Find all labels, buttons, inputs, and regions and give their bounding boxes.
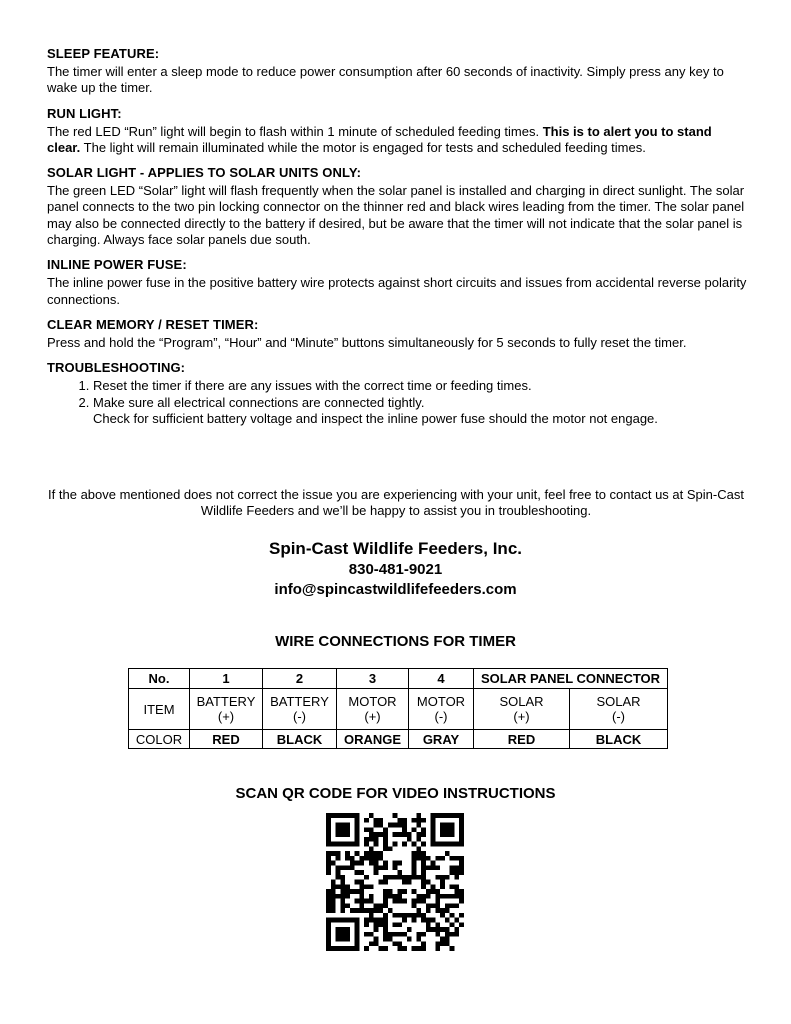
text-part: The light will remain illuminated while the motor is engaged for tests and scheduled feeding times. xyxy=(80,139,646,155)
color-cell: BLACK xyxy=(263,730,337,749)
section-text: The timer will enter a sleep mode to reduce power consumption after 60 seconds of inactivity. Simply press any key to wake up the timer. xyxy=(47,64,724,96)
company-contact xyxy=(0,538,791,600)
table-cell xyxy=(409,689,474,730)
sleep-feature-section xyxy=(47,46,747,97)
list-item-text: Check for sufficient battery voltage and inspect the inline power fuse should the motor not engage. xyxy=(93,410,658,426)
item-name: BATTERY xyxy=(196,694,256,709)
table-cell xyxy=(474,689,570,730)
wire-connections-table xyxy=(128,668,668,749)
table-row xyxy=(129,669,668,689)
inline-power-fuse-section xyxy=(47,257,747,308)
company-email: info@spincastwildlifefeeders.com xyxy=(274,581,517,598)
item-polarity: (-) xyxy=(293,709,306,724)
item-polarity: (+) xyxy=(513,709,530,724)
closing-paragraph: If the above mentioned does not correct the issue you are experiencing with your unit, feel free to contact us at Spin-Cast Wildlife Feeders and we’ll be happy to assist you in troubleshooting. xyxy=(48,487,744,519)
section-heading: CLEAR MEMORY / RESET TIMER: xyxy=(47,316,259,332)
text-part: The red LED “Run” light will begin to flash within 1 minute of scheduled feeding times. xyxy=(47,123,543,139)
list-item xyxy=(93,378,747,394)
table-row xyxy=(129,730,668,749)
run-light-section xyxy=(47,106,747,157)
item-polarity: (-) xyxy=(434,709,448,724)
warning-text: This is to alert you to stand clear. xyxy=(47,123,712,155)
qr-title: SCAN QR CODE FOR VIDEO INSTRUCTIONS xyxy=(235,785,556,802)
item-name: MOTOR xyxy=(416,694,466,709)
troubleshooting-list xyxy=(47,378,747,427)
table-cell xyxy=(190,689,263,730)
instructions-body xyxy=(47,46,747,436)
troubleshooting-section xyxy=(47,360,747,427)
table-row xyxy=(129,689,668,730)
header-cell: 2 xyxy=(263,669,337,689)
section-heading: TROUBLESHOOTING: xyxy=(47,360,186,376)
row-label: ITEM xyxy=(129,689,190,730)
reset-timer-section xyxy=(47,317,747,351)
item-name: MOTOR xyxy=(348,694,397,709)
company-phone: 830-481-9021 xyxy=(348,561,443,578)
section-text: Press and hold the “Program”, “Hour” and “Minute” buttons simultaneously for 5 seconds to fully reset the timer. xyxy=(47,334,687,350)
item-polarity: (+) xyxy=(217,709,235,724)
section-heading: SOLAR LIGHT - APPLIES TO SOLAR UNITS ONLY: xyxy=(47,165,362,181)
solar-light-section xyxy=(47,165,747,248)
section-text: The green LED “Solar” light will flash frequently when the solar panel is installed and charging in direct sunlight. The solar panel connects to the two pin locking connector on the thinner red and black wires leading from the timer. The solar panel may also be connected directly to the battery if desired, but be aware that the timer will not indicate that the solar panel is charging. Always face solar panels due south. xyxy=(47,183,745,248)
color-cell: ORANGE xyxy=(337,730,409,749)
list-item-text: Reset the timer if there are any issues with the correct time or feeding times. xyxy=(93,378,532,394)
qr-code-icon[interactable] xyxy=(326,813,464,951)
item-name: SOLAR xyxy=(499,694,544,709)
header-cell: 1 xyxy=(190,669,263,689)
header-cell: SOLAR PANEL CONNECTOR xyxy=(474,669,668,689)
list-item xyxy=(93,395,747,428)
section-text xyxy=(47,124,747,157)
section-heading: INLINE POWER FUSE: xyxy=(47,257,187,273)
header-cell: 4 xyxy=(409,669,474,689)
section-text: The inline power fuse in the positive battery wire protects against short circuits and issues from accidental reverse polarity connections. xyxy=(47,275,747,307)
list-item-text: Make sure all electrical connections are connected tightly. xyxy=(93,394,425,410)
company-name: Spin-Cast Wildlife Feeders, Inc. xyxy=(268,539,522,558)
header-cell: 3 xyxy=(337,669,409,689)
color-cell: GRAY xyxy=(409,730,474,749)
section-heading: SLEEP FEATURE: xyxy=(47,46,160,61)
row-label: COLOR xyxy=(129,730,190,749)
color-cell: RED xyxy=(474,730,570,749)
item-polarity: (+) xyxy=(364,709,381,724)
color-cell: RED xyxy=(190,730,263,749)
section-heading: RUN LIGHT: xyxy=(47,105,122,121)
wire-table-title: WIRE CONNECTIONS FOR TIMER xyxy=(275,633,516,650)
item-polarity: (-) xyxy=(612,709,625,724)
table-cell xyxy=(570,689,668,730)
header-cell: No. xyxy=(129,669,190,689)
color-cell: BLACK xyxy=(570,730,668,749)
item-name: SOLAR xyxy=(596,694,641,709)
table-cell xyxy=(263,689,337,730)
table-cell xyxy=(337,689,409,730)
item-name: BATTERY xyxy=(270,694,329,709)
